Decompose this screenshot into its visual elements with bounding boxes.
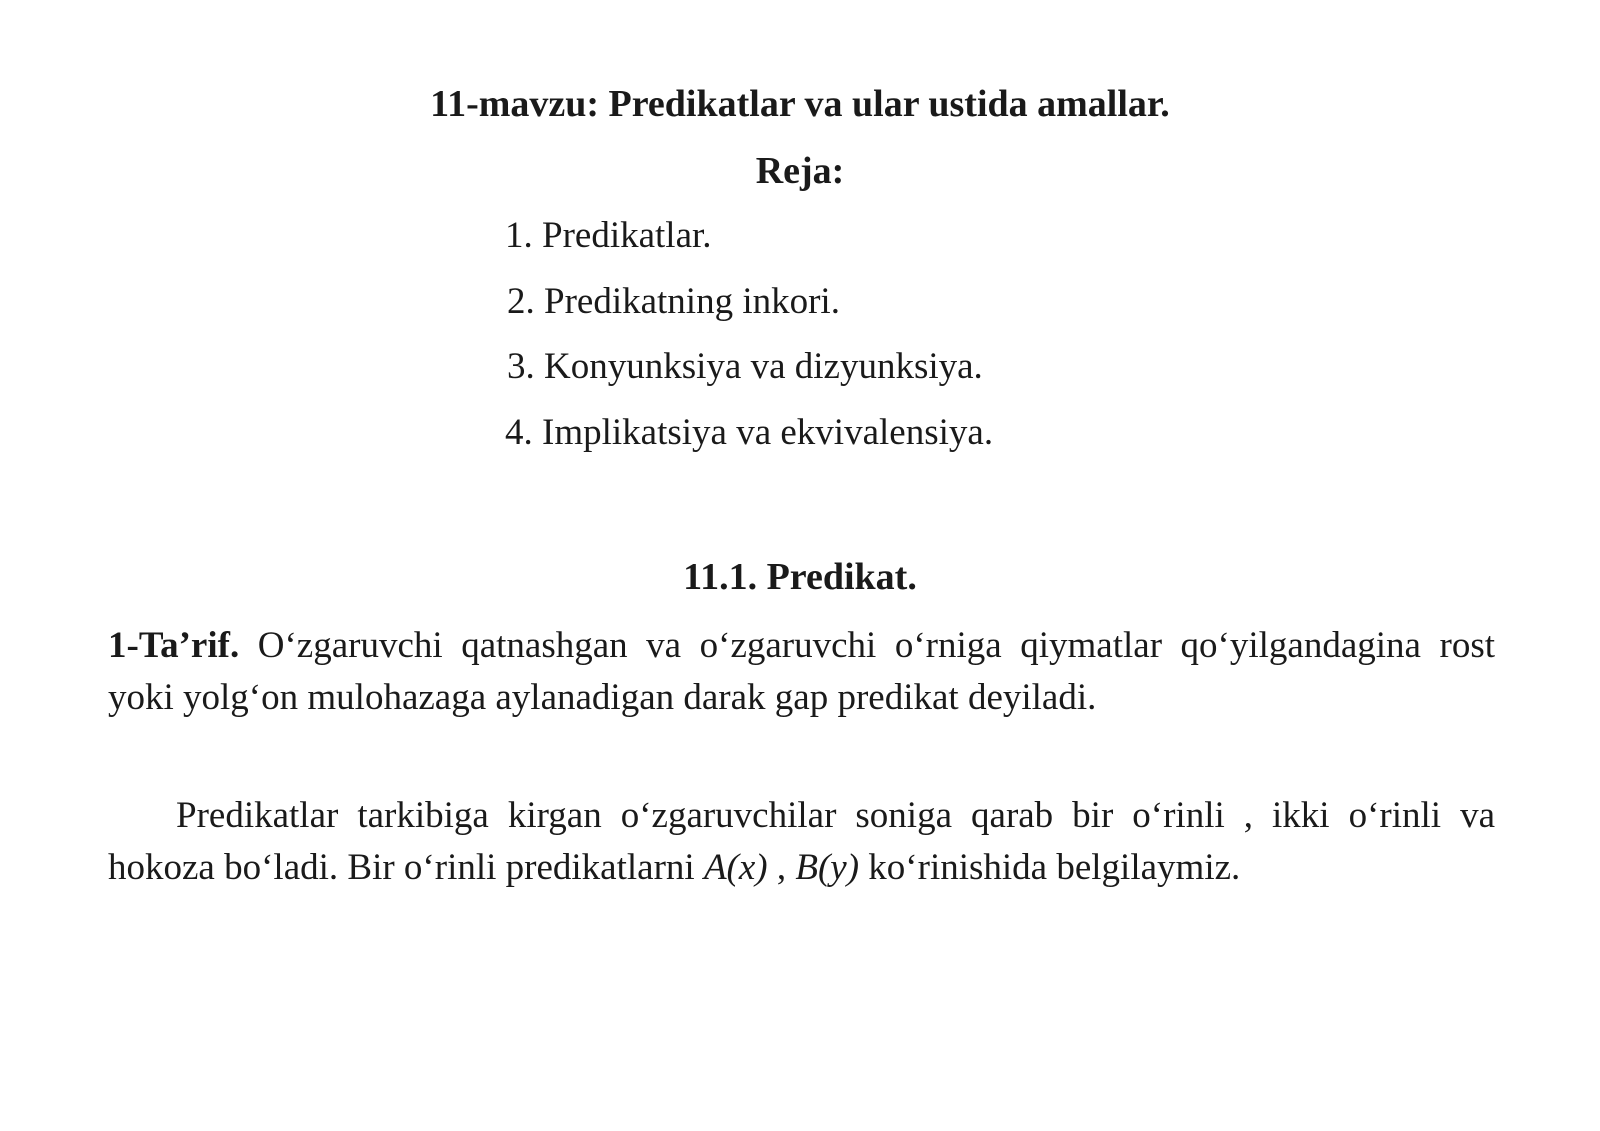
plan-item-4: 4. Implikatsiya va ekvivalensiya.: [505, 412, 994, 453]
definition-text: O‘zgaruvchi qatnashgan va o‘zgaruvchi o‘rniga qiymatlar qo‘yilgandagina rost yoki yolg‘on mulohazaga aylanadigan darak gap predikat deyiladi.: [108, 625, 1496, 718]
formula-separator: ,: [767, 847, 796, 888]
paragraph-text-1: Predikatlar tarkibiga kirgan o‘zgaruvchilar soniga qarab bir o‘rinli , ikki o‘rinli va hokoza bo‘ladi. Bir o‘rinli predikatlarni: [108, 795, 1495, 888]
plan-heading: Reja:: [755, 150, 845, 192]
definition-paragraph: [108, 620, 1495, 724]
body-paragraph: [108, 790, 1495, 894]
formula-a: A(x): [703, 847, 768, 888]
plan-item-2: 2. Predikatning inkori.: [507, 281, 840, 322]
section-title: 11.1. Predikat.: [683, 556, 917, 598]
page-title: 11-mavzu: Predikatlar va ular ustida amallar.: [430, 83, 1170, 125]
plan-item-1: 1. Predikatlar.: [505, 215, 712, 256]
paragraph-text-2: ko‘rinishida belgilaymiz.: [859, 847, 1241, 888]
definition-label: 1-Ta’rif.: [108, 625, 240, 666]
plan-item-3: 3. Konyunksiya va dizyunksiya.: [507, 346, 983, 387]
formula-b: B(y): [795, 847, 860, 888]
